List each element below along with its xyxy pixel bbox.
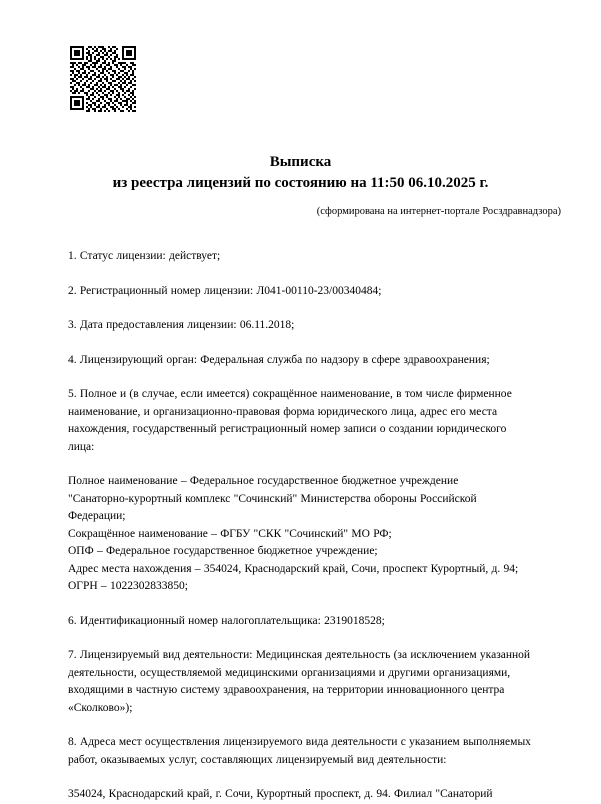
paragraph-line: 4. Лицензирующий орган: Федеральная служба по надзору в сфере здравоохранения; — [68, 353, 490, 366]
paragraph-line: Сокращённое наименование – ФГБУ "СКК "Сочинский" МО РФ; — [68, 527, 392, 540]
paragraph-line: 6. Идентификационный номер налогоплательщика: 2319018528; — [68, 614, 385, 627]
paragraph-line: нахождения, государственный регистрационный номер записи о создании юридического лица: — [68, 423, 507, 453]
document-title — [40, 152, 561, 194]
title-line-2: из реестра лицензий по состоянию на 11:50 06.10.2025 г. — [112, 175, 489, 191]
paragraph-line: Адрес места нахождения – 354024, Краснодарский край, Сочи, проспект Курортный, д. 94; — [68, 562, 519, 575]
paragraph-entity-intro — [68, 386, 534, 456]
paragraph-line: 8. Адреса мест осуществления лицензируемого вида деятельности с указанием выполняемых — [68, 736, 531, 748]
paragraph-status — [68, 248, 534, 266]
paragraph-line: 7. Лицензируемый вид деятельности: Медицинская деятельность (за исключением указанной — [68, 649, 531, 661]
paragraph-line: 3. Дата предоставления лицензии: 06.11.2018; — [68, 319, 295, 331]
paragraph-line: входящими в частную систему здравоохранения, на территории инновационного центра — [68, 684, 505, 696]
paragraph-line: Полное наименование – Федеральное государственное бюджетное учреждение — [68, 475, 459, 487]
paragraph-addresses-intro — [68, 734, 534, 769]
paragraph-line: ОГРН – 1022302833850; — [68, 580, 188, 592]
paragraph-line: работ, оказываемых услуг, составляющих лицензируемый вид деятельности: — [68, 753, 447, 766]
paragraph-date — [68, 317, 534, 335]
paragraph-inn — [68, 613, 534, 631]
paragraph-activity — [68, 647, 534, 717]
paragraph-line: наименование, и организационно-правовая форма юридического лица, адрес его места — [68, 405, 498, 418]
paragraph-line: 2. Регистрационный номер лицензии: Л041-00110-23/00340484; — [68, 284, 382, 297]
paragraph-line: деятельности, осуществляемой медицинскими организациями и другими организациями, — [68, 666, 511, 679]
paragraph-line: ОПФ – Федеральное государственное бюджетное учреждение; — [68, 545, 378, 557]
qr-code-image — [70, 46, 136, 112]
paragraph-line: 354024, Краснодарский край, г. Сочи, Курортный проспект, д. 94. Филиал "Санаторий — [68, 788, 493, 800]
paragraph-line: «Сколково»); — [68, 701, 133, 714]
document-subtitle: (сформирована на интернет-портале Росздравнадзора) — [316, 206, 561, 217]
paragraph-reg-number — [68, 283, 534, 301]
paragraph-line: 5. Полное и (в случае, если имеется) сокращённое наименование, в том числе фирменное — [68, 388, 512, 400]
qr-code-svg — [70, 46, 136, 112]
document-body — [68, 248, 534, 804]
title-line-1: Выписка — [269, 154, 332, 170]
paragraph-address-1 — [68, 786, 534, 804]
paragraph-line: 1. Статус лицензии: действует; — [68, 250, 221, 262]
paragraph-entity-details — [68, 473, 534, 596]
paragraph-line: "Санаторно-курортный комплекс "Сочинский" Министерства обороны Российской Федерации; — [68, 492, 477, 522]
paragraph-authority — [68, 352, 534, 370]
